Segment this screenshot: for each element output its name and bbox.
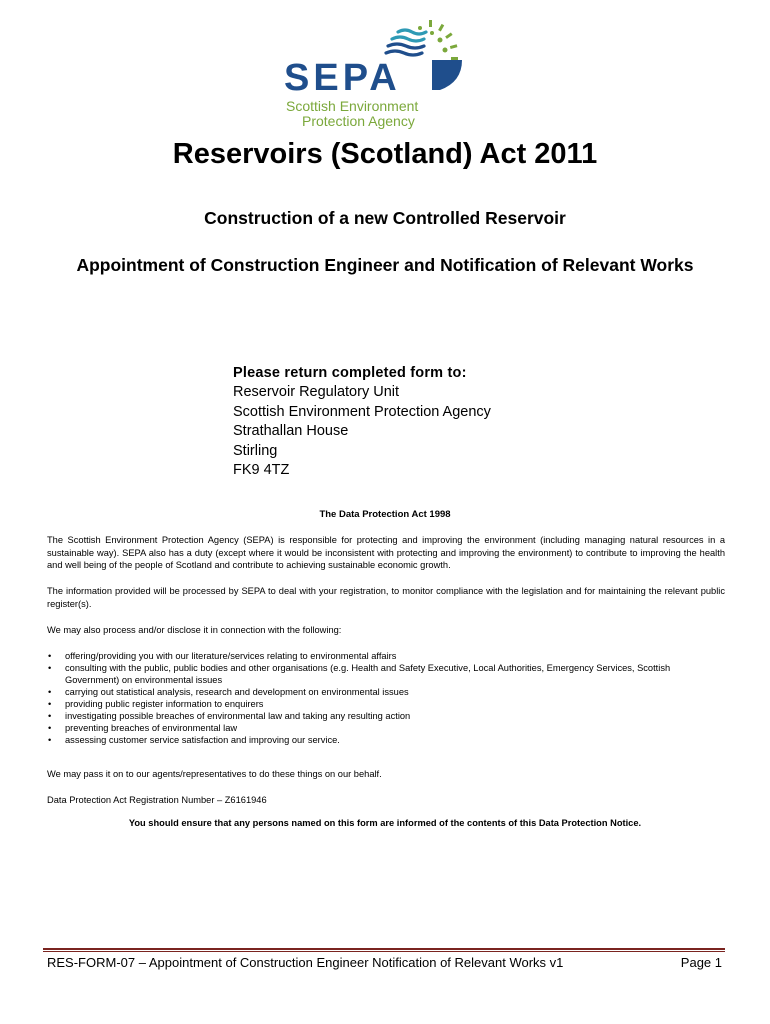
return-heading: Please return completed form to: [233, 365, 467, 381]
d-shape-icon [432, 60, 462, 90]
logo-line-1: Scottish Environment [286, 98, 419, 114]
logo-line-2: Protection Agency [302, 113, 415, 129]
data-protection-notice: You should ensure that any persons named on this form are informed of the contents of this Data Protection Notice. [128, 818, 642, 828]
bullet-icon: • [48, 687, 52, 697]
waves-icon [386, 30, 426, 55]
list-item [47, 662, 725, 686]
address-line: FK9 4TZ [233, 462, 290, 478]
logo-wordmark: SEPA [284, 57, 401, 99]
registration-number: Data Protection Act Registration Number – Z6161946 [47, 795, 267, 805]
data-protection-heading: The Data Protection Act 1998 [319, 509, 451, 520]
page-number: Page 1 [680, 955, 722, 970]
bullet-icon: • [48, 711, 52, 721]
bullet-icon: • [48, 663, 52, 673]
bullet-icon: • [48, 651, 52, 661]
processing-purposes-list [47, 650, 725, 746]
footer-divider [43, 948, 725, 950]
sepa-logo [280, 18, 470, 130]
bullet-icon: • [48, 723, 52, 733]
data-protection-paragraph: We may also process and/or disclose it in connection with the following: [47, 625, 342, 635]
address-line: Strathallan House [233, 423, 349, 439]
list-item [47, 722, 725, 734]
bullet-icon: • [48, 735, 52, 745]
list-item-text: carrying out statistical analysis, research and development on environmental issues [65, 687, 409, 697]
address-line: Stirling [233, 442, 278, 459]
list-item [47, 710, 725, 722]
data-protection-paragraph: The Scottish Environment Protection Agency (SEPA) is responsible for protecting and improving the environment (including managing natural resources in a sustainable way). SEPA also has a duty (except where it would be inconsistent with protecting and improving the environment) to contribute to improving the health and well being of the people of Scotland and contribute to achieving sustainable economic growth. [47, 535, 725, 570]
document-subtitle-appointment: Appointment of Construction Engineer and Notification of Relevant Works [76, 255, 694, 275]
list-item-text: consulting with the public, public bodies and other organisations (e.g. Health and Safety Executive, Local Authorities, Emergency Services, Scottish Government) on environmental issues [65, 663, 671, 685]
address-line: Reservoir Regulatory Unit [233, 384, 400, 400]
list-item [47, 734, 725, 746]
footer-divider [43, 951, 725, 952]
data-protection-paragraph: The information provided will be processed by SEPA to deal with your registration, to monitor compliance with the legislation and for maintaining the relevant public register(s). [47, 586, 725, 609]
list-item [47, 650, 725, 662]
list-item-text: offering/providing you with our literature/services relating to environmental affairs [65, 651, 397, 661]
list-item-text: assessing customer service satisfaction and improving our service. [65, 735, 340, 745]
list-item-text: providing public register information to enquirers [65, 699, 264, 709]
sepa-logo-graphic [280, 18, 470, 130]
footer-form-reference: RES-FORM-07 – Appointment of Construction Engineer Notification of Relevant Works v1 [47, 955, 564, 970]
document-subtitle: Construction of a new Controlled Reservoir [204, 208, 566, 228]
return-address-block [233, 364, 713, 481]
address-line: Scottish Environment Protection Agency [233, 403, 491, 420]
document-title: Reservoirs (Scotland) Act 2011 [172, 138, 598, 170]
list-item-text: investigating possible breaches of environmental law and taking any resulting action [65, 711, 411, 721]
list-item [47, 698, 725, 710]
list-item-text: preventing breaches of environmental law [65, 723, 238, 733]
list-item [47, 686, 725, 698]
bullet-icon: • [48, 699, 52, 709]
agents-paragraph: We may pass it on to our agents/representatives to do these things on our behalf. [47, 769, 382, 779]
